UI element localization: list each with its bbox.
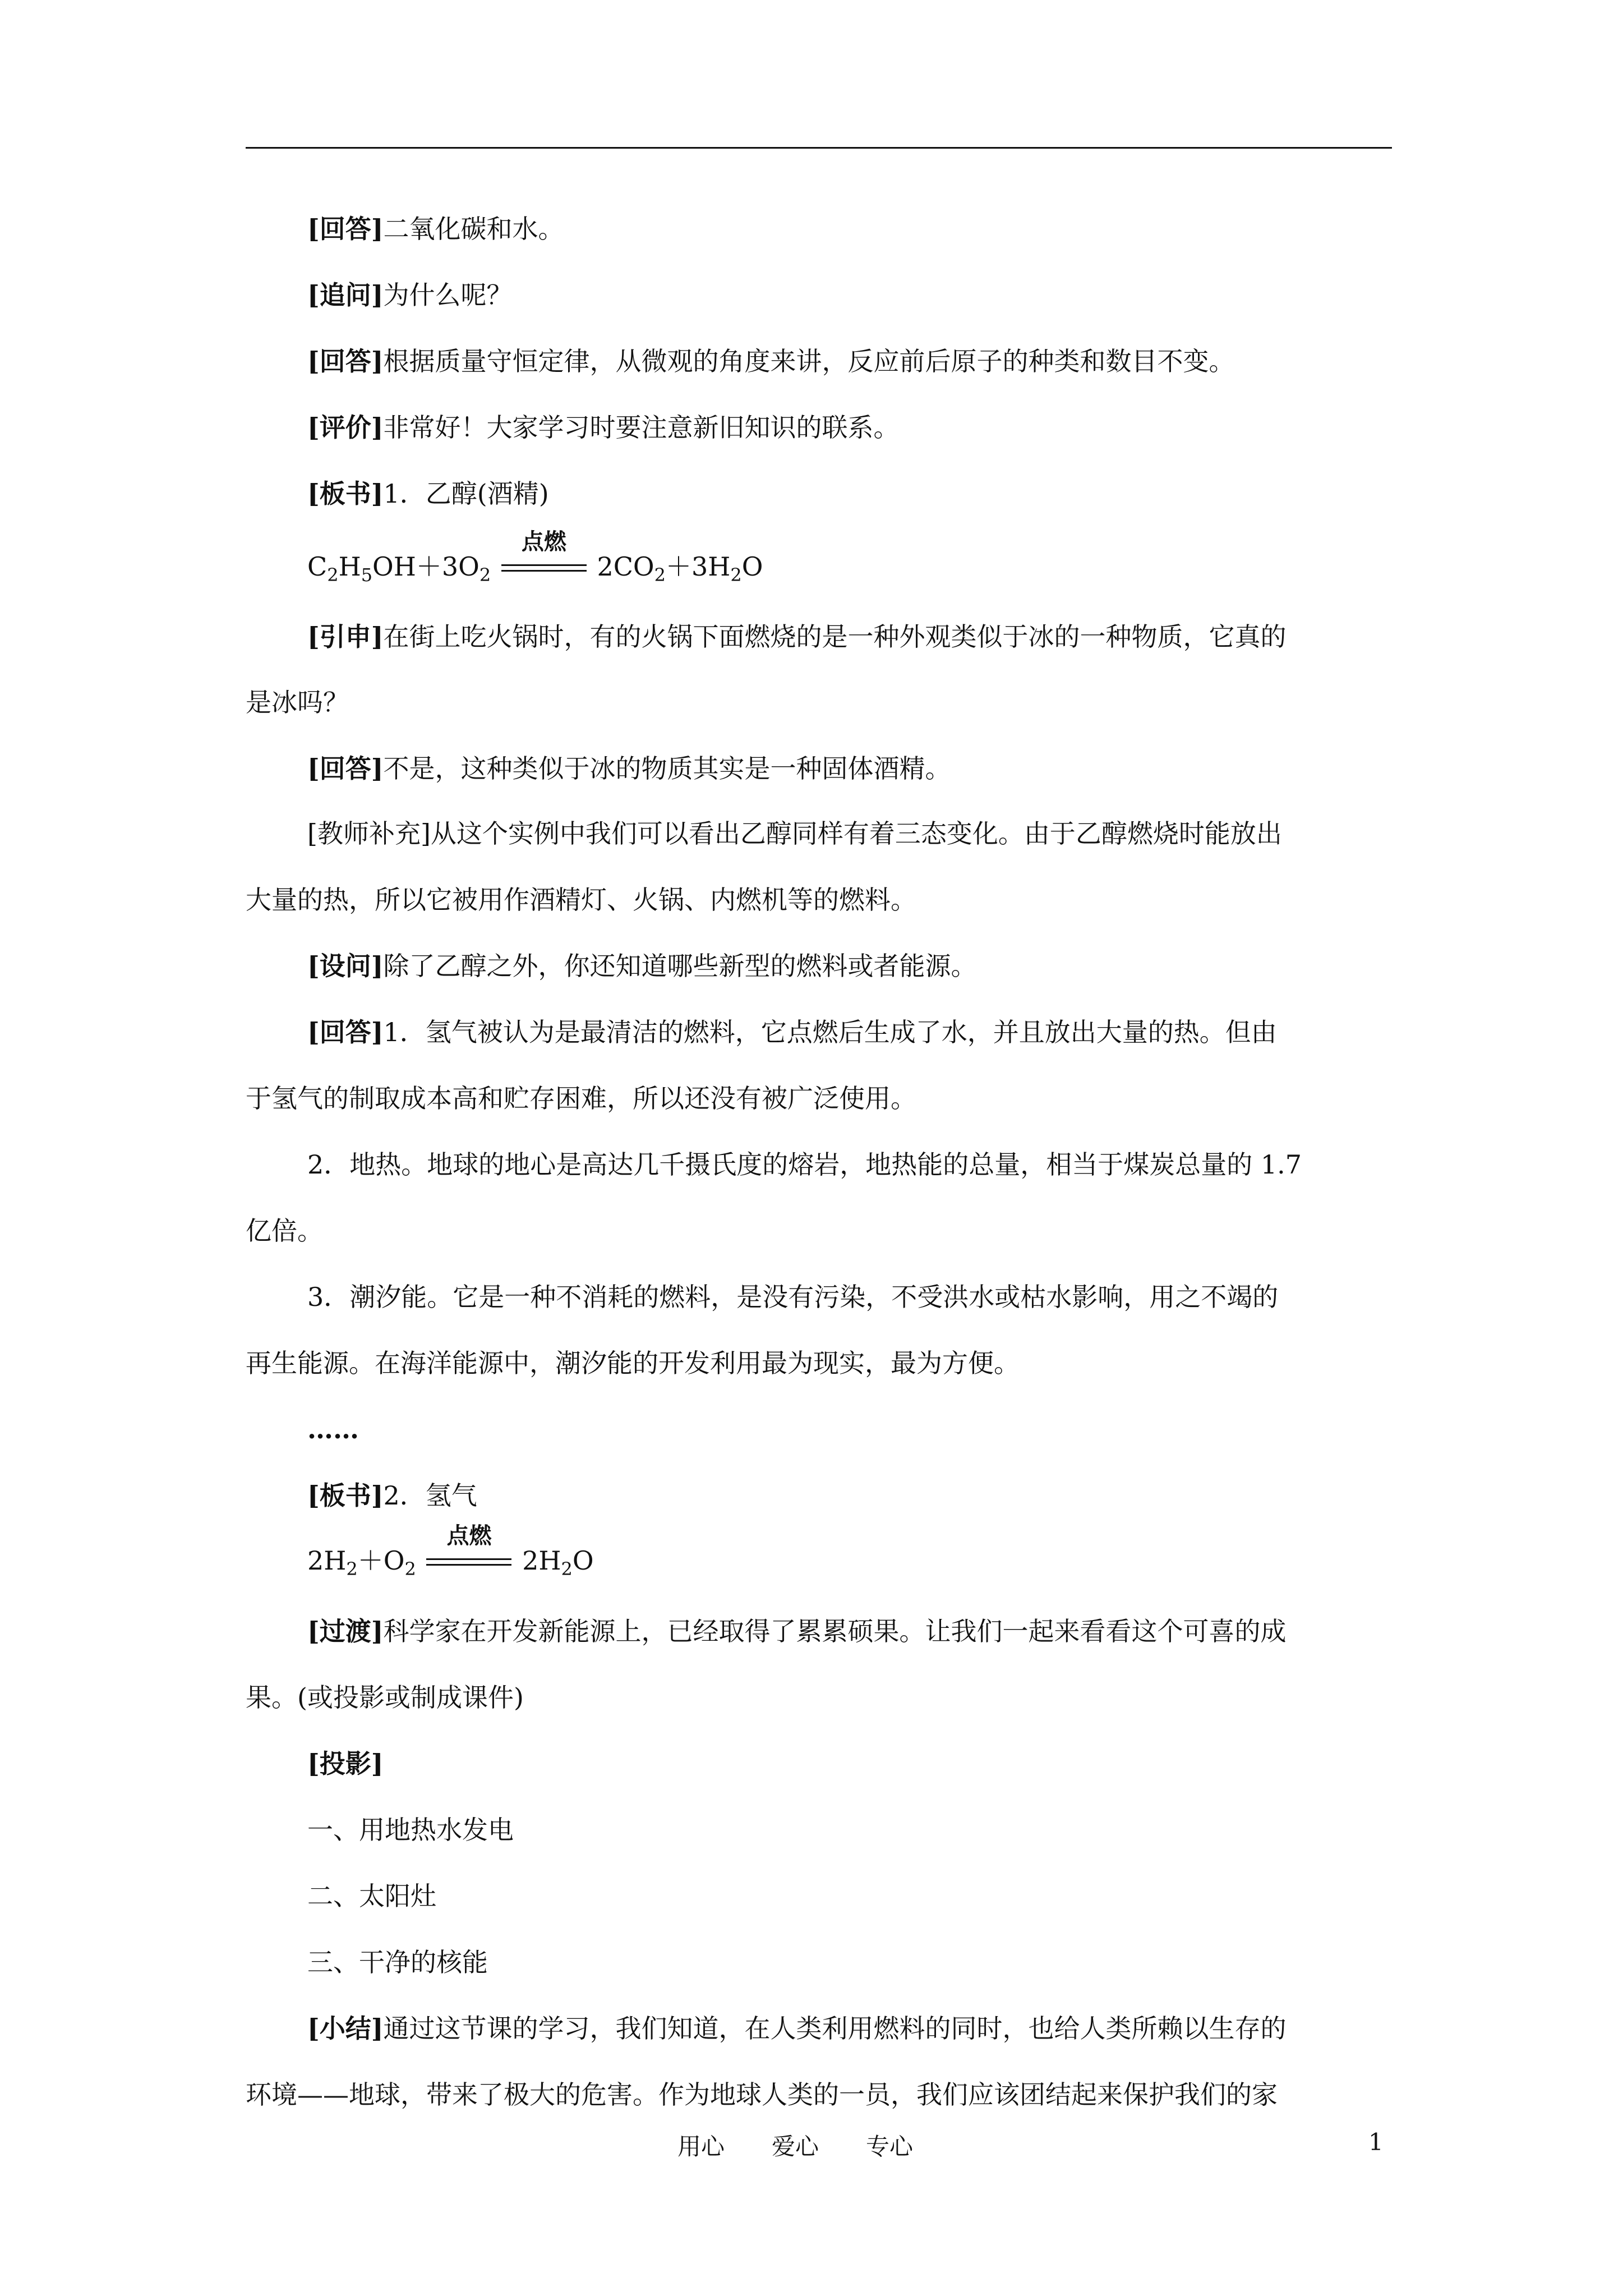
paragraph-text: [教师补充]从这个实例中我们可以看出乙醇同样有着三态变化。由于乙醇燃烧时能放出 [307,818,1282,849]
paragraph [307,2012,1287,2045]
paragraph-text: 为什么呢？ [383,280,513,310]
section-tag: [回答] [307,214,384,244]
paragraph [307,620,1287,654]
header-rule [246,147,1392,149]
paragraph-text: 2．地热。地球的地心是高达几千摄氏度的熔岩，地热能的总量，相当于煤炭总量的 1.7 [307,1149,1302,1180]
paragraph [307,212,564,246]
paragraph [246,883,916,917]
paragraph [307,817,1282,850]
paragraph [307,1479,477,1512]
paragraph [307,1015,1277,1049]
paragraph-text: 果。(或投影或制成课件) [246,1682,524,1713]
reaction-condition: 点燃 [446,1522,492,1549]
paragraph-text: 在街上吃火锅时，有的火锅下面燃烧的是一种外观类似于冰的一种物质，它真的 [383,622,1287,652]
paragraph-text: 是冰吗？ [246,687,349,717]
section-tag: [引申] [307,622,384,652]
paragraph [307,1614,1287,1648]
section-tag: [回答] [307,1017,384,1047]
paragraph-text: 再生能源。在海洋能源中，潮汐能的开发利用最为现实，最为方便。 [246,1348,1020,1378]
paragraph-text: 大量的热，所以它被用作酒精灯、火锅、内燃机等的燃料。 [246,885,916,915]
chemical-equation-hydrogen: $2H_2+O_2$ 点燃 $2H_2O$ [307,1544,594,1586]
paragraph [246,685,349,719]
ellipsis [307,1412,359,1446]
paragraph [307,949,977,983]
section-tag: [投影] [307,1749,384,1779]
section-tag: [评价] [307,412,384,443]
paragraph [307,344,1235,378]
paragraph-text: 非常好！大家学习时要注意新旧知识的联系。 [383,412,900,443]
paragraph [307,411,900,444]
paragraph [246,1681,524,1714]
paragraph-text: 不是，这种类似于冰的物质其实是一种固体酒精。 [383,753,951,784]
paragraph-text: 除了乙醇之外，你还知道哪些新型的燃料或者能源。 [383,951,977,981]
paragraph [246,1214,323,1248]
paragraph-text: 亿倍。 [246,1216,323,1246]
paragraph-text: 于氢气的制取成本高和贮存困难，所以还没有被广泛使用。 [246,1083,916,1114]
section-tag: [设问] [307,951,384,981]
paragraph [307,1280,1278,1314]
paragraph [307,278,513,312]
paragraph [246,1082,916,1115]
paragraph-text: 二、太阳灶 [307,1881,436,1911]
section-tag: [回答] [307,346,384,376]
list-item [307,1879,436,1913]
paragraph-text: 一、用地热水发电 [307,1815,514,1845]
page-footer: 用心 爱心 专心 [677,2133,914,2160]
paragraph [307,1148,1302,1181]
section-tag: [回答] [307,753,384,784]
section-tag: [过渡] [307,1616,384,1646]
paragraph [307,477,549,510]
page-number: 1 [1368,2128,1384,2156]
paragraph [307,752,951,785]
paragraph-text: …… [307,1414,359,1444]
paragraph-text: 通过这节课的学习，我们知道，在人类利用燃料的同时，也给人类所赖以生存的 [383,2013,1287,2044]
paragraph-text: 1．氢气被认为是最清洁的燃料，它点燃后生成了水，并且放出大量的热。但由 [383,1017,1277,1047]
reaction-equals-sign [499,528,589,583]
paragraph-text: 三、干净的核能 [307,1947,488,1977]
paragraph-text: 2．氢气 [383,1480,477,1511]
reaction-equals-sign [424,1522,514,1577]
paragraph-text: 二氧化碳和水。 [383,214,564,244]
paragraph [246,2078,1278,2111]
paragraph-text: 1．乙醇(酒精) [383,478,549,509]
chemical-equation-ethanol: $C_2H_5OH+3O_2$ 点燃 $2CO_2+3H_2O$ [307,550,763,592]
paragraph-text: 3．潮汐能。它是一种不消耗的燃料，是没有污染，不受洪水或枯水影响，用之不竭的 [307,1282,1279,1312]
section-tag: [板书] [307,478,384,509]
paragraph-text: 根据质量守恒定律，从微观的角度来讲，反应前后原子的种类和数目不变。 [383,346,1235,376]
list-item [307,1945,488,1979]
section-tag: [追问] [307,280,384,310]
list-item [307,1813,514,1847]
paragraph-text: 科学家在开发新能源上，已经取得了累累硕果。让我们一起来看看这个可喜的成 [383,1616,1287,1646]
reaction-condition: 点燃 [521,528,566,555]
paragraph [246,1346,1020,1380]
section-tag: [小结] [307,2013,384,2044]
paragraph-text: 环境——地球，带来了极大的危害。作为地球人类的一员，我们应该团结起来保护我们的家 [246,2079,1278,2110]
paragraph [307,1747,384,1780]
section-tag: [板书] [307,1480,384,1511]
